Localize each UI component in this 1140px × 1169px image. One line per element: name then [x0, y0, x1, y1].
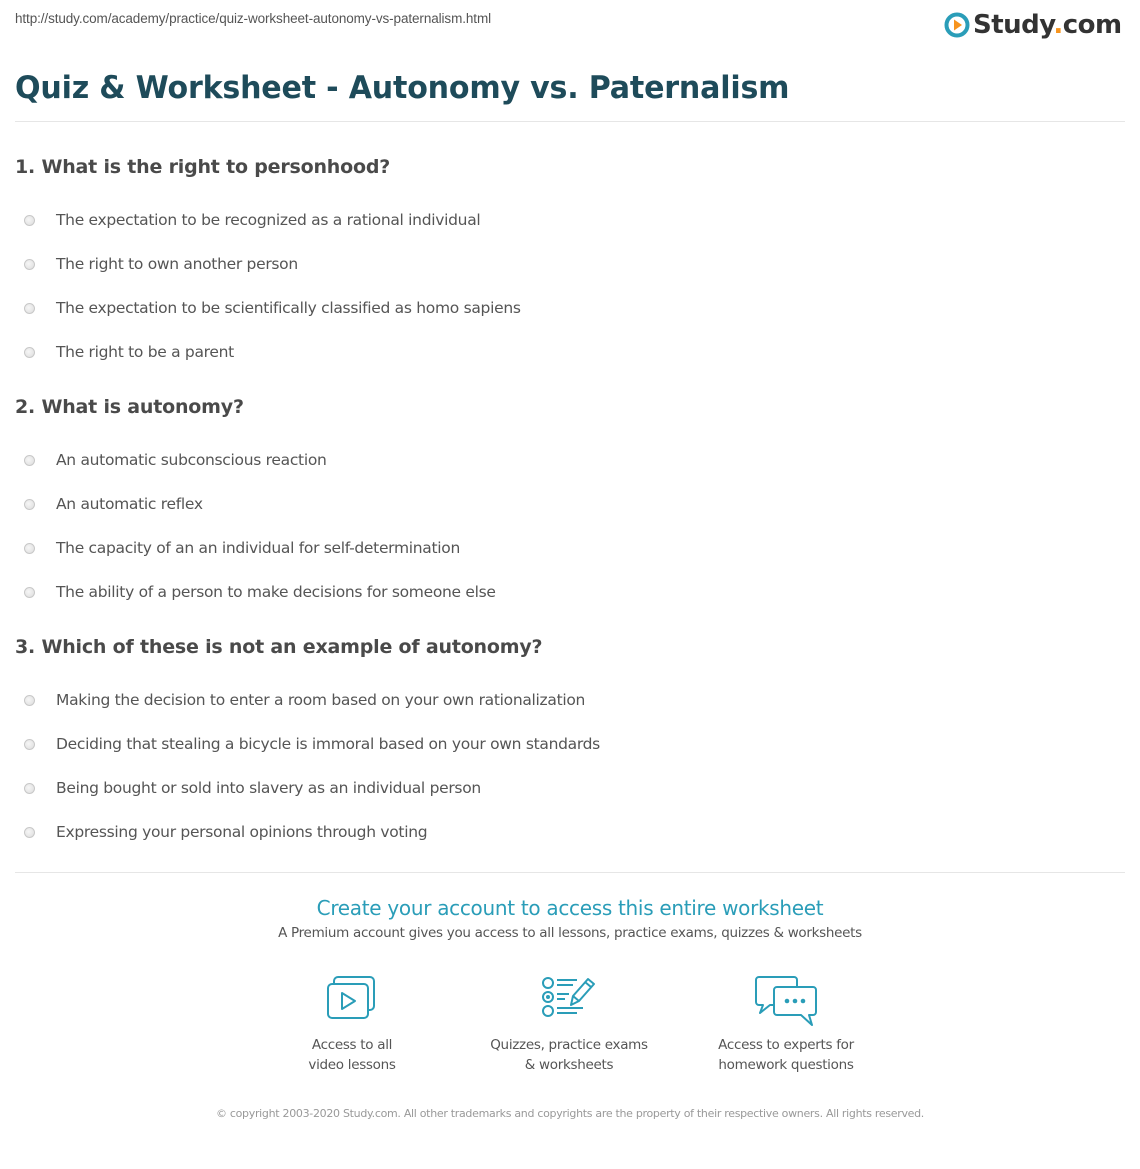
answer-label: An automatic subconscious reaction: [56, 451, 327, 469]
quiz-checklist-icon: [541, 975, 597, 1021]
answer-option[interactable]: [15, 198, 1115, 242]
question-title: 2. What is autonomy?: [15, 396, 244, 418]
radio-button[interactable]: [24, 827, 35, 838]
answer-label: The ability of a person to make decisions for someone else: [56, 583, 496, 601]
page-url: http://study.com/academy/practice/quiz-worksheet-autonomy-vs-paternalism.html: [15, 11, 491, 26]
answer-option[interactable]: [15, 526, 1115, 570]
radio-button[interactable]: [24, 543, 35, 554]
answer-options: [15, 198, 1115, 374]
answer-label: The expectation to be recognized as a rational individual: [56, 211, 481, 229]
radio-button[interactable]: [24, 499, 35, 510]
radio-button[interactable]: [24, 695, 35, 706]
cta-subtitle: A Premium account gives you access to all lessons, practice exams, quizzes & worksheets: [278, 925, 862, 941]
radio-button[interactable]: [24, 587, 35, 598]
answer-option[interactable]: [15, 722, 1115, 766]
answer-label: Making the decision to enter a room based on your own rationalization: [56, 691, 586, 709]
answer-label: The expectation to be scientifically classified as homo sapiens: [56, 299, 521, 317]
answer-label: Deciding that stealing a bicycle is immoral based on your own standards: [56, 735, 600, 753]
feature-label: Access to all video lessons: [308, 1037, 396, 1073]
radio-button[interactable]: [24, 347, 35, 358]
answer-label: Expressing your personal opinions through voting: [56, 823, 428, 841]
question-2: [15, 394, 1115, 614]
feature-experts: [686, 975, 886, 1075]
video-lessons-icon: [326, 975, 378, 1021]
question-title: 3. Which of these is not an example of autonomy?: [15, 636, 543, 658]
answer-option[interactable]: [15, 810, 1115, 854]
feature-quizzes: [469, 975, 669, 1075]
radio-button[interactable]: [24, 259, 35, 270]
answer-options: [15, 438, 1115, 614]
answer-option[interactable]: [15, 242, 1115, 286]
title-divider: [15, 121, 1125, 122]
radio-button[interactable]: [24, 215, 35, 226]
answer-option[interactable]: [15, 330, 1115, 374]
answer-option[interactable]: [15, 482, 1115, 526]
cta-divider: [15, 872, 1125, 873]
radio-button[interactable]: [24, 455, 35, 466]
answer-label: The right to be a parent: [56, 343, 234, 361]
answer-option[interactable]: [15, 766, 1115, 810]
page-title: Quiz & Worksheet - Autonomy vs. Paternalism: [15, 70, 790, 106]
feature-label: Quizzes, practice exams & worksheets: [490, 1037, 648, 1073]
logo-play-icon: [944, 12, 970, 38]
logo-text: Study.com: [973, 10, 1122, 40]
copyright-notice: © copyright 2003-2020 Study.com. All other trademarks and copyrights are the property of their respective owners. All rights reserved.: [215, 1107, 925, 1120]
study-com-logo[interactable]: [944, 9, 1122, 41]
question-3: [15, 634, 1115, 854]
question-title: 1. What is the right to personhood?: [15, 156, 391, 178]
answer-option[interactable]: [15, 570, 1115, 614]
answer-options: [15, 678, 1115, 854]
radio-button[interactable]: [24, 303, 35, 314]
question-1: [15, 154, 1115, 374]
answer-option[interactable]: [15, 438, 1115, 482]
radio-button[interactable]: [24, 783, 35, 794]
answer-label: Being bought or sold into slavery as an individual person: [56, 779, 481, 797]
answer-label: The capacity of an an individual for self-determination: [56, 539, 460, 557]
answer-label: The right to own another person: [56, 255, 298, 273]
feature-video-lessons: [252, 975, 452, 1075]
answer-option[interactable]: [15, 678, 1115, 722]
chat-bubbles-icon: [754, 975, 818, 1027]
feature-label: Access to experts for homework questions: [718, 1037, 854, 1073]
radio-button[interactable]: [24, 739, 35, 750]
create-account-link[interactable]: Create your account to access this entire worksheet: [316, 896, 824, 920]
answer-option[interactable]: [15, 286, 1115, 330]
answer-label: An automatic reflex: [56, 495, 203, 513]
